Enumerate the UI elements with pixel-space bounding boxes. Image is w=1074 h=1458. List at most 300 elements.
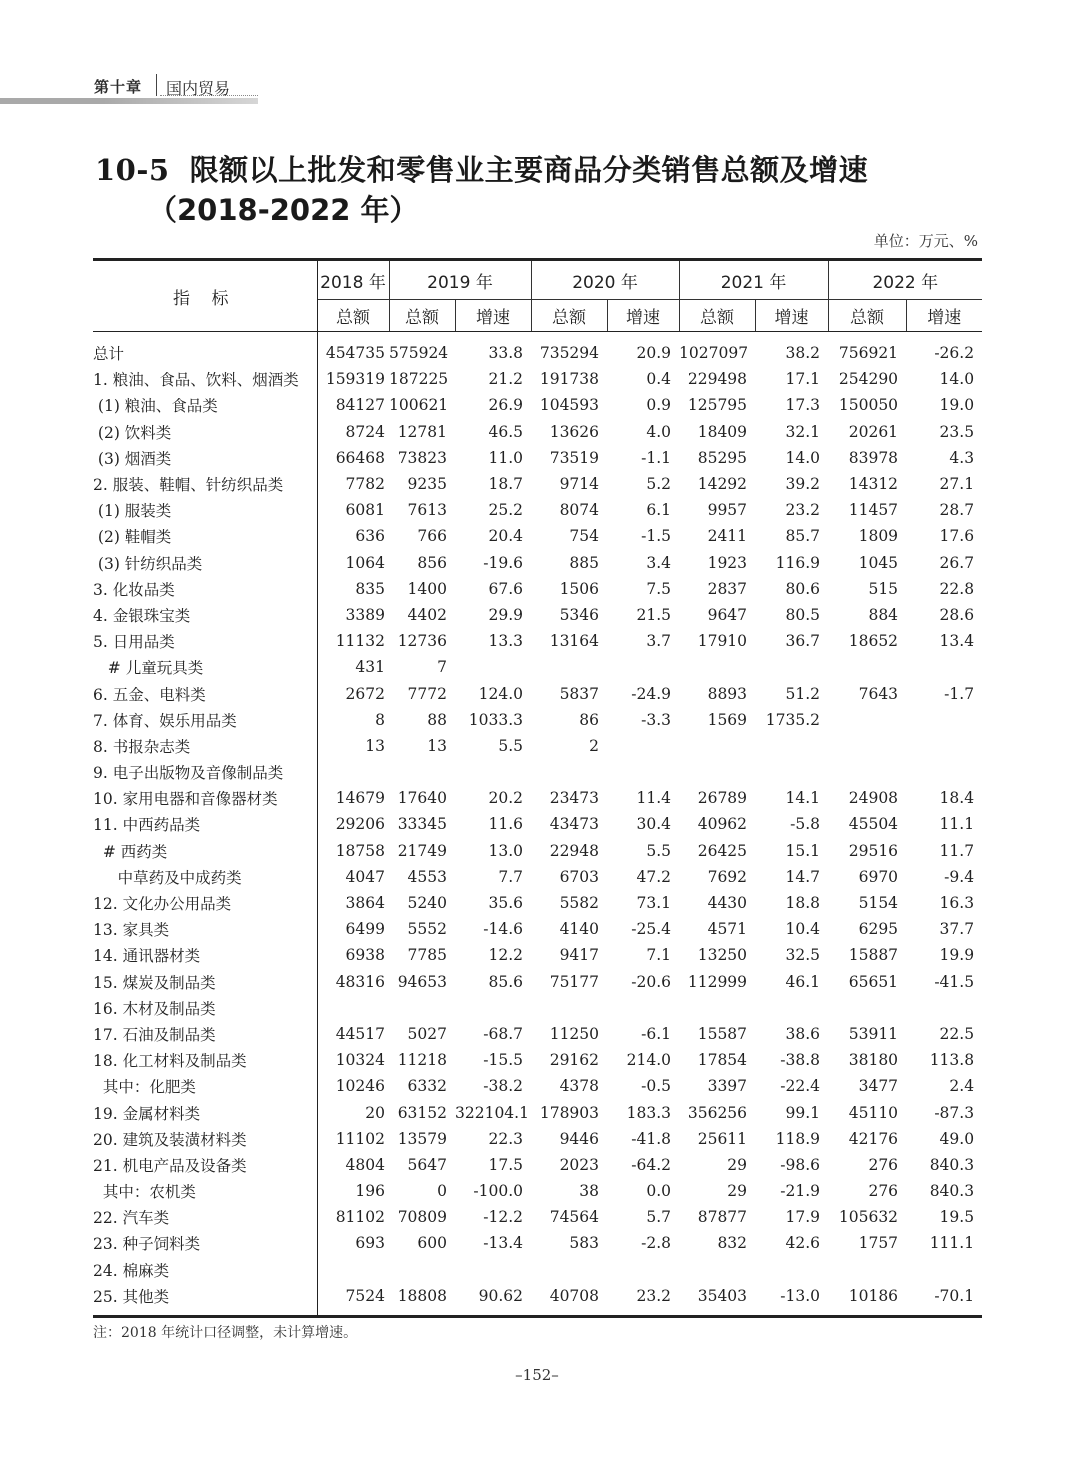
table-row [93,1099,982,1125]
total-cell: 100621 [389,396,449,415]
total-cell [828,707,906,733]
growth-cell: 18.7 [488,475,524,494]
growth-cell: 21.5 [636,605,672,624]
growth-cell: -25.4 [631,920,672,939]
total-cell: 150050 [838,396,899,415]
total-cell [389,995,455,1021]
growth-cell: 67.6 [488,579,524,598]
growth-cell: -1.5 [641,527,672,546]
table-row [93,445,982,471]
total-cell: 7692 [707,867,748,886]
table-row [93,1073,982,1099]
row-label: 19. 金属材料类 [93,1099,317,1125]
total-cell: 11132 [335,632,385,651]
total-cell [828,759,906,785]
total-cell: 4140 [559,920,600,939]
total-cell: 13 [365,736,385,755]
growth-cell [607,654,679,680]
total-cell: 196 [355,1182,385,1201]
growth-cell: -24.9 [631,684,672,703]
growth-cell: -1.1 [641,448,672,467]
total-cell: 3477 [858,1077,899,1096]
growth-cell: 38.2 [785,344,821,363]
row-label: 25. 其他类 [93,1283,317,1317]
row-label: 6. 五金、电料类 [93,680,317,706]
growth-cell: 38.6 [785,1024,821,1043]
total-cell: 6295 [858,920,899,939]
growth-cell: -70.1 [906,1283,982,1317]
total-cell: 431 [355,658,385,677]
total-cell [317,1257,389,1283]
total-cell: 8 [375,710,385,729]
total-cell: 15587 [697,1024,748,1043]
growth-cell: 22.5 [939,1024,975,1043]
header-row-years [93,260,982,300]
total-cell: 23473 [549,789,600,808]
table-row [93,1257,982,1283]
table-row [93,1283,982,1317]
growth-cell: 13.4 [939,632,975,651]
total-cell: 4402 [407,605,447,624]
table-number: 10-5 [95,153,170,187]
total-cell: 42176 [848,1129,899,1148]
growth-cell: 49.0 [939,1129,975,1148]
total-cell: 7772 [407,684,447,703]
growth-cell: 17.9 [785,1208,821,1227]
row-label: 7. 体育、娱乐用品类 [93,707,317,733]
row-label: 24. 棉麻类 [93,1257,317,1283]
total-cell: 7613 [407,501,447,520]
growth-header: 增速 [607,300,679,332]
growth-cell [755,1257,828,1283]
growth-cell: 26.9 [488,396,524,415]
growth-cell: 29.9 [488,605,524,624]
table-row [93,628,982,654]
total-cell: 66468 [335,448,385,467]
growth-cell: -87.3 [934,1103,975,1122]
growth-cell: 11.4 [636,789,672,808]
growth-cell: 20.2 [488,789,524,808]
growth-cell [755,759,828,785]
growth-cell: 33.8 [488,344,524,363]
total-cell: 18652 [848,632,899,651]
growth-cell: 80.6 [785,579,821,598]
table-row [93,392,982,418]
table-body [93,332,982,1317]
total-cell: 63152 [397,1103,447,1122]
total-cell: 856 [417,553,447,572]
total-cell: 13164 [549,632,600,651]
growth-cell [906,995,982,1021]
row-label: 10. 家用电器和音像器材类 [93,785,317,811]
growth-cell: 28.6 [939,605,975,624]
total-cell [531,1257,607,1283]
growth-cell: -41.8 [631,1129,672,1148]
total-cell: 5240 [407,894,447,913]
total-cell: 18758 [335,841,385,860]
total-cell: 832 [717,1234,748,1253]
growth-cell: 32.1 [785,422,821,441]
total-cell: 10186 [828,1283,906,1317]
header-separator [156,74,157,96]
growth-cell: 23.2 [607,1283,679,1317]
total-cell [828,654,906,680]
growth-cell: -6.1 [641,1024,672,1043]
total-cell: 29162 [549,1051,600,1070]
total-cell: 6332 [407,1077,447,1096]
total-cell: 5552 [407,920,447,939]
growth-cell [755,995,828,1021]
table-row [93,707,982,733]
growth-cell [607,759,679,785]
total-cell: 73823 [397,448,447,467]
total-cell: 84127 [335,396,385,415]
total-cell: 11102 [335,1129,385,1148]
total-cell: 4553 [407,867,447,886]
growth-cell [455,654,531,680]
total-cell: 87877 [697,1208,748,1227]
row-label: 22. 汽车类 [93,1204,317,1230]
total-cell: 9235 [407,475,447,494]
page-number: –152– [515,1366,559,1384]
growth-cell: 840.3 [929,1182,975,1201]
row-label: (3) 烟酒类 [93,445,317,471]
table-row [93,1152,982,1178]
total-cell: 1400 [407,579,447,598]
total-cell: 159319 [325,370,385,389]
total-cell: 9446 [559,1129,600,1148]
total-cell [531,654,607,680]
table-row [93,1230,982,1256]
growth-cell: 124.0 [478,684,524,703]
year-header: 2022 年 [828,260,982,300]
growth-cell: 35.6 [488,894,524,913]
total-cell: 1569 [707,710,748,729]
footnote: 注：2018 年统计口径调整，未计算增速。 [93,1325,358,1341]
total-cell: 276 [868,1155,899,1174]
row-label: 12. 文化办公用品类 [93,890,317,916]
row-label: 其中：农机类 [93,1178,317,1204]
total-cell: 5582 [559,894,600,913]
table-row [93,1204,982,1230]
growth-cell: -0.5 [641,1077,672,1096]
growth-cell: 22.3 [488,1129,524,1148]
year-header: 2020 年 [531,260,679,300]
growth-cell: 14.0 [939,370,975,389]
growth-cell [455,759,531,785]
total-cell: 756921 [838,344,899,363]
table-row [93,890,982,916]
total-cell: 4571 [707,920,748,939]
growth-cell [455,995,531,1021]
growth-cell [607,995,679,1021]
chapter-header [0,70,260,110]
growth-cell: 17.5 [488,1155,524,1174]
growth-cell: 118.9 [775,1129,821,1148]
growth-cell: 840.3 [929,1155,975,1174]
growth-cell: -14.6 [483,920,524,939]
total-cell: 11457 [848,501,899,520]
growth-cell: -38.2 [483,1077,524,1096]
total-cell: 2023 [559,1155,600,1174]
table-row [93,942,982,968]
total-cell: 22948 [549,841,600,860]
growth-cell: 214.0 [626,1051,672,1070]
total-cell: 29206 [335,815,385,834]
total-cell: 125795 [687,396,748,415]
total-cell: 18409 [697,422,748,441]
total-cell: 26789 [697,789,748,808]
total-cell: 12781 [397,422,447,441]
growth-cell: 2.4 [949,1077,975,1096]
total-cell: 454735 [325,344,385,363]
growth-cell: -13.4 [483,1234,524,1253]
growth-cell [607,733,679,759]
row-label: (3) 针纺织品类 [93,550,317,576]
growth-cell [906,759,982,785]
growth-cell: 46.1 [785,972,821,991]
growth-cell: 5.5 [498,736,524,755]
growth-cell: 7.5 [646,579,672,598]
growth-cell [906,654,982,680]
total-cell [317,759,389,785]
table-row [93,602,982,628]
total-cell: 75177 [549,972,600,991]
total-cell [679,1257,755,1283]
total-cell: 5154 [858,894,899,913]
total-cell [389,759,455,785]
total-cell: 86 [579,710,600,729]
total-cell: 7785 [407,946,447,965]
growth-cell: -21.9 [780,1182,821,1201]
growth-cell: 15.1 [785,841,821,860]
table-row [93,916,982,942]
total-cell: 24908 [848,789,899,808]
row-label: (1) 粮油、食品类 [93,392,317,418]
growth-cell: -22.4 [780,1077,821,1096]
total-cell: 13250 [697,946,748,965]
total-header: 总额 [828,300,906,332]
row-label: 总计 [93,332,317,367]
total-cell: 15887 [848,946,899,965]
total-cell: 735294 [539,344,600,363]
total-cell: 10246 [335,1077,385,1096]
growth-cell: 20.4 [488,527,524,546]
table-row [93,785,982,811]
total-cell: 14312 [848,475,899,494]
total-cell: 5837 [559,684,600,703]
table-row [93,1126,982,1152]
row-label: 11. 中西药品类 [93,811,317,837]
table-row [93,864,982,890]
growth-cell: 1735.2 [765,710,821,729]
growth-cell: 0.9 [646,396,672,415]
growth-header: 增速 [906,300,982,332]
total-cell: 11250 [549,1024,600,1043]
growth-cell [906,1257,982,1283]
growth-cell: 23.5 [939,422,975,441]
total-cell: 14292 [697,475,748,494]
growth-cell: 17.1 [785,370,821,389]
table-title-text: 限额以上批发和零售业主要商品分类销售总额及增速 [189,153,869,187]
growth-cell: 47.2 [636,867,672,886]
total-cell: 356256 [687,1103,748,1122]
row-label: 1. 粮油、食品、饮料、烟酒类 [93,366,317,392]
growth-cell: 18.4 [939,789,975,808]
total-cell: 191738 [539,370,600,389]
row-label: 18. 化工材料及制品类 [93,1047,317,1073]
total-cell: 229498 [687,370,748,389]
total-cell: 754 [569,527,600,546]
growth-cell [455,1257,531,1283]
growth-cell: 5.5 [646,841,672,860]
growth-cell: 19.0 [939,396,975,415]
row-label: 8. 书报杂志类 [93,733,317,759]
growth-cell [755,733,828,759]
total-cell: 583 [569,1234,600,1253]
total-header: 总额 [679,300,755,332]
total-cell: 187225 [389,370,449,389]
total-cell: 14679 [335,789,385,808]
growth-cell [906,733,982,759]
total-cell: 6499 [345,920,385,939]
total-cell: 5647 [407,1155,447,1174]
year-header: 2019 年 [389,260,531,300]
total-cell: 8724 [345,422,385,441]
growth-cell: 51.2 [785,684,821,703]
row-label: # 西药类 [93,838,317,864]
total-cell: 8893 [707,684,748,703]
growth-cell: 39.2 [785,475,821,494]
growth-cell [906,707,982,733]
year-header: 2018 年 [317,260,389,300]
growth-cell: 12.2 [488,946,524,965]
growth-cell: -41.5 [934,972,975,991]
row-label: (1) 服装类 [93,497,317,523]
row-label: 20. 建筑及装潢材料类 [93,1126,317,1152]
total-cell: 11218 [397,1051,447,1070]
growth-cell: 322104.1 [455,1103,529,1122]
growth-cell: 17.3 [785,396,821,415]
total-header: 总额 [389,300,455,332]
growth-cell: -38.8 [780,1051,821,1070]
total-cell: 12736 [397,632,447,651]
growth-cell: 3.4 [646,553,672,572]
total-cell: 81102 [335,1208,385,1227]
growth-cell: 22.8 [939,579,975,598]
growth-cell: 28.7 [939,501,975,520]
total-header: 总额 [317,300,389,332]
row-label: (2) 鞋帽类 [93,523,317,549]
total-cell: 636 [355,527,385,546]
growth-cell: 73.1 [636,894,672,913]
total-cell: 7524 [317,1283,389,1317]
growth-cell: -13.0 [755,1283,828,1317]
growth-cell: 11.7 [939,841,975,860]
growth-cell: 116.9 [775,553,821,572]
growth-cell: 26.7 [939,553,975,572]
table-row [93,1178,982,1204]
row-label: 13. 家具类 [93,916,317,942]
growth-cell: 14.1 [785,789,821,808]
growth-cell: 183.3 [626,1103,672,1122]
total-cell: 29516 [848,841,899,860]
data-table [93,258,982,1318]
total-cell: 1923 [707,553,748,572]
row-label: 17. 石油及制品类 [93,1021,317,1047]
table-row [93,680,982,706]
growth-cell: 80.5 [785,605,821,624]
total-cell: 53911 [848,1024,899,1043]
row-label: 3. 化妆品类 [93,576,317,602]
total-header: 总额 [531,300,607,332]
total-cell: 276 [868,1182,899,1201]
total-cell: 766 [417,527,447,546]
growth-cell: 20.9 [636,344,672,363]
total-cell: 33345 [397,815,447,834]
growth-cell: 25.2 [488,501,524,520]
total-cell: 4804 [345,1155,385,1174]
total-cell: 2411 [707,527,748,546]
row-label: 23. 种子饲料类 [93,1230,317,1256]
chapter-badge: 第十章 [94,78,143,96]
table-row [93,838,982,864]
total-cell: 40962 [697,815,748,834]
total-cell: 2672 [345,684,385,703]
total-cell: 6081 [345,501,385,520]
growth-cell: 13.0 [488,841,524,860]
row-label: 16. 木材及制品类 [93,995,317,1021]
total-cell: 20261 [848,422,899,441]
table-row [93,1047,982,1073]
total-cell: 44517 [335,1024,385,1043]
growth-cell: -98.6 [780,1155,821,1174]
growth-cell: 10.4 [785,920,821,939]
table-row [93,419,982,445]
total-cell: 5027 [407,1024,447,1043]
growth-cell: 19.5 [939,1208,975,1227]
total-cell: 104593 [539,396,600,415]
growth-cell: 19.9 [939,946,975,965]
row-label: 2. 服装、鞋帽、针纺织品类 [93,471,317,497]
total-cell: 885 [569,553,600,572]
year-header: 2021 年 [679,260,828,300]
total-cell: 3389 [345,605,385,624]
total-cell: 85295 [697,448,748,467]
table-row [93,654,982,680]
indicator-header: 指 标 [93,260,317,332]
total-cell [679,733,755,759]
table-row [93,471,982,497]
table-row [93,759,982,785]
growth-cell: -100.0 [473,1182,524,1201]
row-label: # 儿童玩具类 [93,654,317,680]
total-cell: 1045 [858,553,899,572]
total-cell: 73519 [549,448,600,467]
total-cell: 600 [417,1234,447,1253]
growth-cell: -3.3 [641,710,672,729]
total-cell: 2 [589,736,600,755]
total-cell: 3397 [707,1077,748,1096]
total-cell: 4047 [345,867,385,886]
total-cell: 17640 [397,789,447,808]
row-label: 21. 机电产品及设备类 [93,1152,317,1178]
total-cell [531,759,607,785]
growth-cell: 18.8 [785,894,821,913]
growth-cell: 17.6 [939,527,975,546]
total-cell [317,995,389,1021]
total-cell: 7 [437,658,447,677]
